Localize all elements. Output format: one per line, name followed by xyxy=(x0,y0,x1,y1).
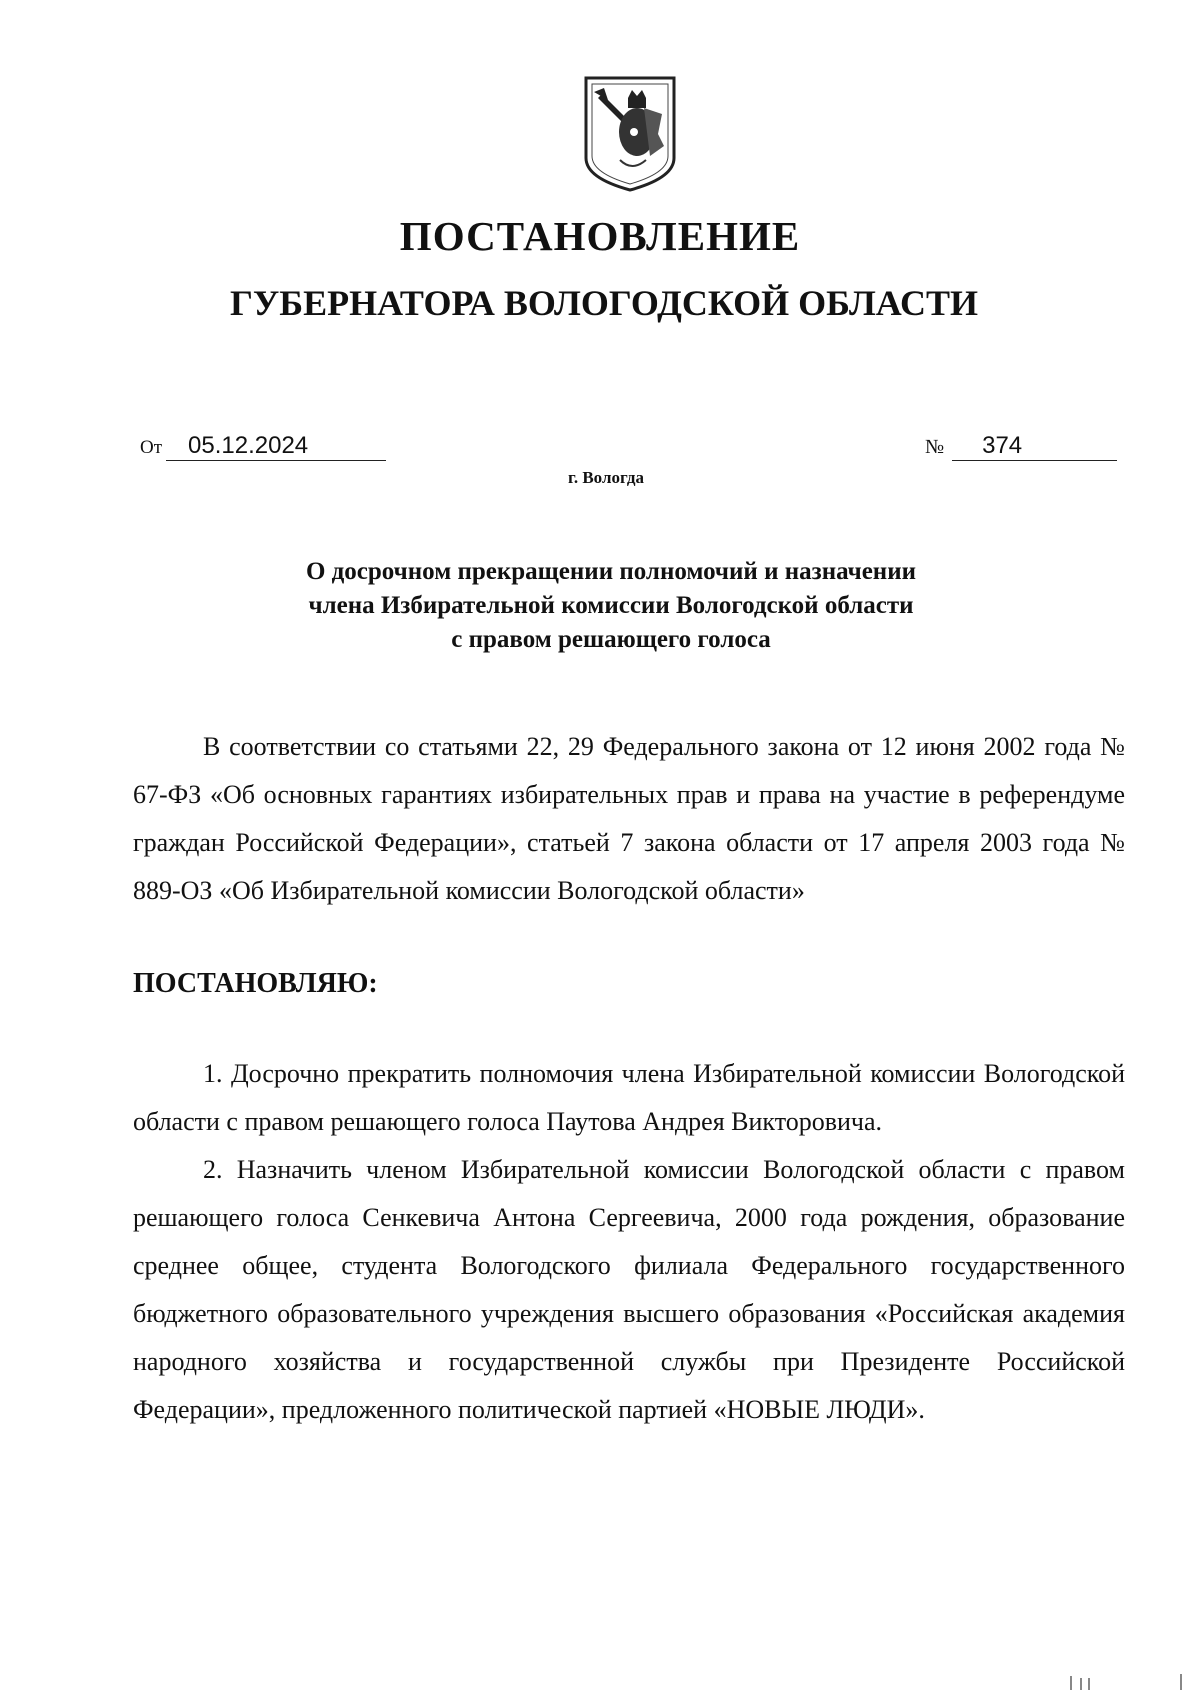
date-value: 05.12.2024 xyxy=(166,432,386,461)
preamble-paragraph: В соответствии со статьями 22, 29 Федерального закона от 12 июня 2002 года № 67-ФЗ «Об основных гарантиях избирательных прав и права на участие в референдуме граждан Российской Федерации», статьей 7 закона области от 17 апреля 2003 года № 889-ОЗ «Об Избирательной комиссии Вологодской области» xyxy=(133,732,1125,905)
decree-heading: ПОСТАНОВЛЯЮ: xyxy=(133,968,378,999)
decree-item-1: 1. Досрочно прекратить полномочия члена Избирательной комиссии Вологодской области с правом решающего голоса Паутова Андрея Викторовича. xyxy=(133,1059,1125,1136)
subject-line: О досрочном прекращении полномочий и назначении xyxy=(305,558,917,585)
subject-line: члена Избирательной комиссии Вологодской области xyxy=(308,592,914,619)
document-subject xyxy=(0,555,1200,657)
number-prefix: № xyxy=(925,436,945,458)
scan-artifact xyxy=(1080,1678,1082,1690)
date-field xyxy=(140,432,386,461)
document-title: ПОСТАНОВЛЕНИЕ xyxy=(399,213,801,259)
number-field xyxy=(925,432,1117,461)
coat-of-arms-icon xyxy=(582,74,678,194)
scan-artifact xyxy=(1180,1674,1182,1690)
decree-item-2: 2. Назначить членом Избирательной комиссии Вологодской области с правом решающего голоса Сенкевича Антона Сергеевича, 2000 года рождения, образование среднее общее, студента Вологодского филиала Федерального государственного бюджетного образовательного учреждения высшего образования «Российская академия народного хозяйства и государственной службы при Президенте Российской Федерации», предложенного политической партией «НОВЫЕ ЛЮДИ». xyxy=(133,1155,1125,1424)
scan-artifact xyxy=(1070,1676,1072,1690)
number-value: 374 xyxy=(952,432,1117,461)
subject-line: с правом решающего голоса xyxy=(451,626,771,653)
scan-artifact xyxy=(1088,1678,1090,1690)
city-label: г. Вологда xyxy=(568,468,644,487)
document-issuer: ГУБЕРНАТОРА ВОЛОГОДСКОЙ ОБЛАСТИ xyxy=(229,283,979,323)
date-prefix: От xyxy=(140,437,163,458)
